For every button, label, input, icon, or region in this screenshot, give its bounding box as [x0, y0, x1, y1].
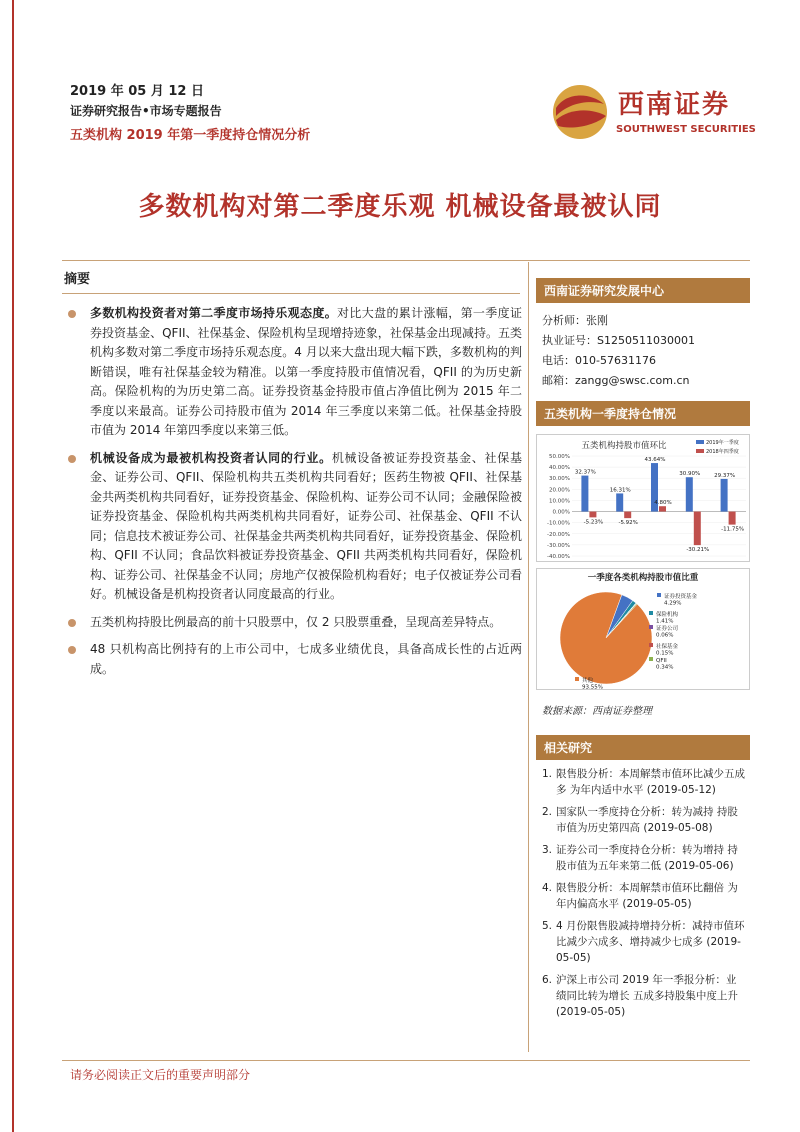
slice-value: 0.34% [656, 664, 674, 671]
analyst-label: 分析师： [542, 314, 586, 327]
abstract-item [62, 304, 522, 441]
logo-name-cn: 西南证券 [618, 90, 731, 120]
slice-value: 4.29% [664, 600, 682, 607]
bar [589, 512, 596, 518]
page-margin-line [12, 0, 14, 1132]
related-item-date: (2019-05-05) [556, 936, 741, 964]
legend-swatch [649, 611, 653, 615]
related-item-number: 3. [542, 844, 553, 856]
abstract-lead: 机械设备成为最被机构投资者认同的行业。 [90, 450, 332, 465]
legend-label: 2019年一季度 [706, 440, 739, 446]
bullet-dot-icon [68, 619, 76, 627]
legend-swatch [649, 625, 653, 629]
data-label: -5.92% [618, 520, 638, 527]
bar [729, 512, 736, 525]
related-item-date: (2019-05-06) [664, 860, 734, 872]
related-item-date: (2019-05-05) [556, 1006, 626, 1018]
data-label: -5.23% [583, 519, 604, 526]
y-tick-label: -40.00% [547, 554, 570, 560]
related-item-date: (2019-05-12) [646, 784, 716, 796]
data-label: -30.21% [686, 547, 710, 554]
slice-name: QFII [656, 658, 667, 664]
page-title: 多数机构对第二季度乐观 机械设备最被认同 [138, 192, 662, 222]
bar [694, 512, 701, 546]
related-research-bar: 相关研究 [536, 735, 750, 760]
related-item[interactable] [542, 880, 746, 912]
analyst-name: 张刚 [586, 314, 608, 327]
footer-disclaimer: 请务必阅读正文后的重要声明部分 [70, 1068, 251, 1082]
slice-name: 社保基金 [656, 644, 679, 650]
license-label: 执业证号： [542, 334, 597, 347]
related-item[interactable] [542, 918, 746, 966]
legend-swatch [696, 440, 704, 444]
abstract-heading: 摘要 [64, 272, 91, 287]
chart-title: 一季度各类机构持股市值比重 [587, 573, 699, 583]
data-label: 30.90% [679, 471, 701, 478]
email-label: 邮箱： [542, 374, 575, 387]
related-item-title: 限售股分析：本周解禁市值环比翻倍 为年内偏高水平 [556, 882, 738, 910]
y-tick-label: 0.00% [552, 509, 570, 516]
phone-number: 010-57631176 [575, 354, 656, 367]
legend-swatch [696, 449, 704, 453]
y-tick-label: 10.00% [549, 498, 570, 505]
data-label: 29.37% [714, 472, 736, 479]
related-item-title: 证券公司一季度持仓分析：转为增持 持股市值为五年来第二低 [556, 844, 738, 872]
related-item-title: 国家队一季度持仓分析：转为减持 持股市值为历史第四高 [556, 806, 738, 834]
chart-title: 五类机构持股市值环比 [581, 441, 667, 451]
data-source: 数据来源：西南证券整理 [542, 706, 652, 717]
data-label: 32.37% [574, 469, 596, 476]
divider [62, 293, 520, 294]
legend-swatch [649, 643, 653, 647]
slice-value: 0.06% [656, 632, 674, 639]
related-item[interactable] [542, 804, 746, 836]
abstract-section [62, 268, 522, 687]
related-research-list [536, 760, 750, 1020]
pie-chart-svg [536, 568, 750, 690]
abstract-item [62, 613, 522, 633]
related-item-number: 2. [542, 806, 553, 818]
legend-label: 2018年四季度 [706, 449, 739, 455]
data-label: 16.31% [609, 487, 631, 494]
legend-swatch [657, 593, 661, 597]
slice-name: 保险机构 [656, 612, 679, 618]
abstract-body: 机械设备被证券投资基金、社保基金、证券公司、QFII、保险机构共五类机构共同看好；医药生物被 QFII、社保基金共两类机构共同看好，证券投资基金、保险机构、证券公司不认同；金融保险被证券投资基金、保险机构共两类机构共同看好，证券公司、社保基金、QFII 不认同；信息技术被证券公司、社保基金共两类机构共同看好，证券投资基金、保险机构、QFII 不认同；食品饮料被证券投资基金、QFII 共两类机构共同看好，保险机构、证券公司、社保基金不认同；房地产仅被保险机构看好；电子仅被证券公司看好。机械设备是机构投资者认同度最高的行业。 [90, 450, 523, 601]
research-center-bar: 西南证券研究发展中心 [536, 278, 750, 303]
abstract-body: 48 只机构高比例持有的上市公司中，七成多业绩优良，具备高成长性的占近两成。 [90, 642, 522, 676]
y-tick-label: -30.00% [547, 542, 570, 549]
y-tick-label: 20.00% [549, 487, 570, 494]
sidebar [536, 278, 750, 1026]
logo-name-en: SOUTHWEST SECURITIES [616, 124, 756, 135]
y-tick-label: 50.00% [549, 454, 570, 460]
bar [659, 506, 666, 511]
pie-chart [536, 568, 750, 694]
bar-chart-svg [536, 434, 750, 562]
abstract-body: 对比大盘的累计涨幅，第一季度证券投资基金、QFII、社保基金、保险机构呈现增持迹象，社保基金出现减持。五类机构多数对第二季度市场持乐观态度。4 月以来大盘出现大幅下跌，多数机构的判断错误，唯有社保基金较为精准。以第一季度持股市值情况看，QFII 的为历史新高。保险机构的为历史第二高。证券投资基金持股市值占净值比例为 2015 年二季度以来最高。证券公司持股市值为 2014 年三季度以来第二低。社保基金持股市值为 2014 年第四季度以来第三低。 [90, 306, 522, 437]
abstract-lead: 多数机构投资者对第二季度市场持乐观态度。 [90, 306, 338, 320]
bar [686, 477, 693, 511]
license-number: S1250511030001 [597, 334, 695, 347]
bullet-dot-icon [68, 646, 76, 654]
report-date: 2019 年 05 月 12 日 [70, 84, 204, 99]
data-label: -11.75% [721, 526, 745, 533]
slice-name: 证券投资基金 [664, 594, 698, 600]
abstract-item [62, 449, 522, 605]
pie-slice [560, 592, 652, 684]
related-item-number: 1. [542, 768, 553, 780]
related-item-date: (2019-05-08) [643, 822, 713, 834]
column-divider [528, 262, 529, 1052]
y-tick-label: -10.00% [547, 520, 570, 527]
report-type: 证券研究报告•市场专题报告 [70, 104, 222, 118]
holdings-bar: 五类机构一季度持仓情况 [536, 401, 750, 426]
analyst-info [536, 303, 750, 391]
related-item-title: 沪深上市公司 2019 年一季报分析：业绩同比转为增长 五成多持股集中度上升 [556, 974, 738, 1002]
y-tick-label: -20.00% [547, 531, 570, 538]
bar-chart [536, 434, 750, 566]
slice-name: 证券公司 [656, 626, 679, 632]
related-item-number: 4. [542, 882, 553, 894]
slice-value: 0.15% [656, 650, 674, 657]
legend-swatch [649, 657, 653, 661]
divider [62, 1060, 750, 1061]
phone-label: 电话： [542, 354, 575, 367]
abstract-item [62, 640, 522, 679]
data-label: 43.64% [644, 457, 666, 464]
related-item[interactable] [542, 766, 746, 798]
bar [624, 512, 631, 519]
abstract-body: 五类机构持股比例最高的前十只股票中，仅 2 只股票重叠，呈现高差异特点。 [90, 614, 502, 629]
slice-value: 1.41% [656, 618, 674, 625]
related-item-number: 5. [542, 920, 553, 932]
y-tick-label: 40.00% [549, 465, 570, 472]
data-label: 4.80% [654, 500, 672, 507]
related-item-title: 4 月份限售股减持增持分析：减持市值环比减少六成多、增持减少七成多 [556, 920, 745, 948]
related-item-number: 6. [542, 974, 553, 986]
bullet-dot-icon [68, 310, 76, 318]
bullet-dot-icon [68, 455, 76, 463]
email-address: zangg@swsc.com.cn [575, 374, 690, 387]
divider [62, 260, 750, 261]
report-subtitle: 五类机构 2019 年第一季度持仓情况分析 [70, 128, 311, 143]
related-item-date: (2019-05-05) [622, 898, 692, 910]
y-tick-label: 30.00% [549, 476, 570, 483]
slice-name: 其他 [582, 678, 594, 684]
related-item[interactable] [542, 842, 746, 874]
swsc-logo-icon [548, 82, 618, 142]
bar [616, 493, 623, 511]
slice-value: 93.55% [582, 684, 603, 690]
bar [581, 476, 588, 512]
related-item-title: 限售股分析：本周解禁市值环比减少五成多 为年内适中水平 [556, 768, 745, 796]
bar [721, 479, 728, 512]
legend-swatch [575, 677, 579, 681]
related-item[interactable] [542, 972, 746, 1020]
